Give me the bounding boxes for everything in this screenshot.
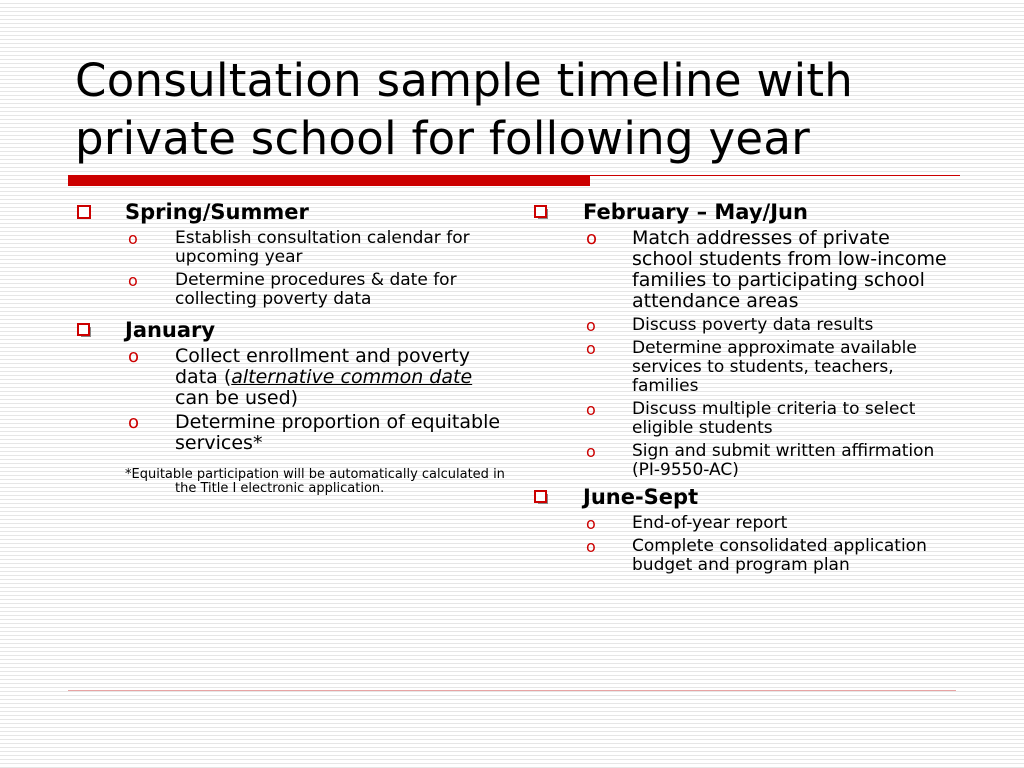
circle-bullet-icon: o: [128, 346, 140, 367]
checkbox-bullet-icon: [77, 323, 91, 337]
circle-bullet-icon: o: [586, 537, 596, 556]
circle-bullet-icon: o: [586, 228, 598, 249]
circle-bullet-icon: o: [128, 412, 140, 433]
list-item-text: Discuss multiple criteria to select eligible students: [632, 399, 916, 438]
list-item: [532, 400, 952, 438]
checkbox-bullet-icon: [534, 205, 548, 219]
list-item: [532, 316, 952, 335]
list-item-text: Complete consolidated application budget and program plan: [632, 536, 927, 575]
section-spring-summer: [75, 199, 505, 309]
section-heading: [532, 199, 952, 225]
section-january: [75, 317, 505, 454]
list-item-text: Determine procedures & date for collecting poverty data: [175, 270, 457, 309]
list-item-text: Match addresses of private school students from low-income families to participating school attendance areas: [632, 227, 947, 312]
list-item: [75, 346, 505, 409]
section-heading: [75, 317, 505, 343]
right-column: [532, 199, 952, 575]
circle-bullet-icon: o: [586, 442, 596, 461]
circle-bullet-icon: o: [586, 316, 596, 335]
section-heading-text: Spring/Summer: [125, 200, 309, 224]
circle-bullet-icon: o: [586, 514, 596, 533]
circle-bullet-icon: o: [586, 400, 596, 419]
title-underline-thick: [68, 175, 590, 186]
section-february-may-jun: [532, 199, 952, 480]
footer-divider: [68, 690, 956, 691]
list-item: [532, 228, 952, 312]
title-line-1: Consultation sample timeline with: [75, 54, 854, 107]
circle-bullet-icon: o: [586, 339, 596, 358]
list-item-text: Establish consultation calendar for upcoming year: [175, 228, 470, 267]
section-heading-text: February – May/Jun: [583, 200, 808, 224]
list-item-text: Determine proportion of equitable services*: [175, 411, 501, 454]
list-item-text: Discuss poverty data results: [632, 315, 874, 335]
list-item-text: Determine approximate available services to students, teachers, families: [632, 338, 917, 396]
list-item: [75, 271, 505, 309]
list-item-text: End-of-year report: [632, 513, 788, 533]
circle-bullet-icon: o: [128, 271, 138, 290]
list-item: [532, 442, 952, 480]
list-item-text: Collect enrollment and poverty data (alternative common date can be used): [175, 345, 473, 409]
list-item: [75, 412, 505, 454]
section-heading: [75, 199, 505, 225]
section-heading-text: June-Sept: [583, 485, 699, 509]
list-item-text: Sign and submit written affirmation (PI-9550-AC): [632, 441, 935, 480]
left-column: [75, 199, 505, 496]
section-june-sept: [532, 484, 952, 575]
checkbox-bullet-icon: [534, 490, 548, 504]
section-heading: [532, 484, 952, 510]
list-item: [532, 339, 952, 396]
list-item: [532, 537, 952, 575]
footnote: *Equitable participation will be automatically calculated in the Title I electronic application.: [125, 467, 505, 496]
slide-title: [75, 52, 975, 168]
circle-bullet-icon: o: [128, 229, 138, 248]
square-bullet-icon: [77, 205, 91, 219]
emphasized-term: alternative common date: [231, 366, 473, 388]
list-item: [75, 229, 505, 267]
title-line-2: private school for following year: [75, 112, 811, 165]
list-item: [532, 514, 952, 533]
section-heading-text: January: [125, 318, 216, 342]
title-underline-thin: [590, 175, 960, 176]
